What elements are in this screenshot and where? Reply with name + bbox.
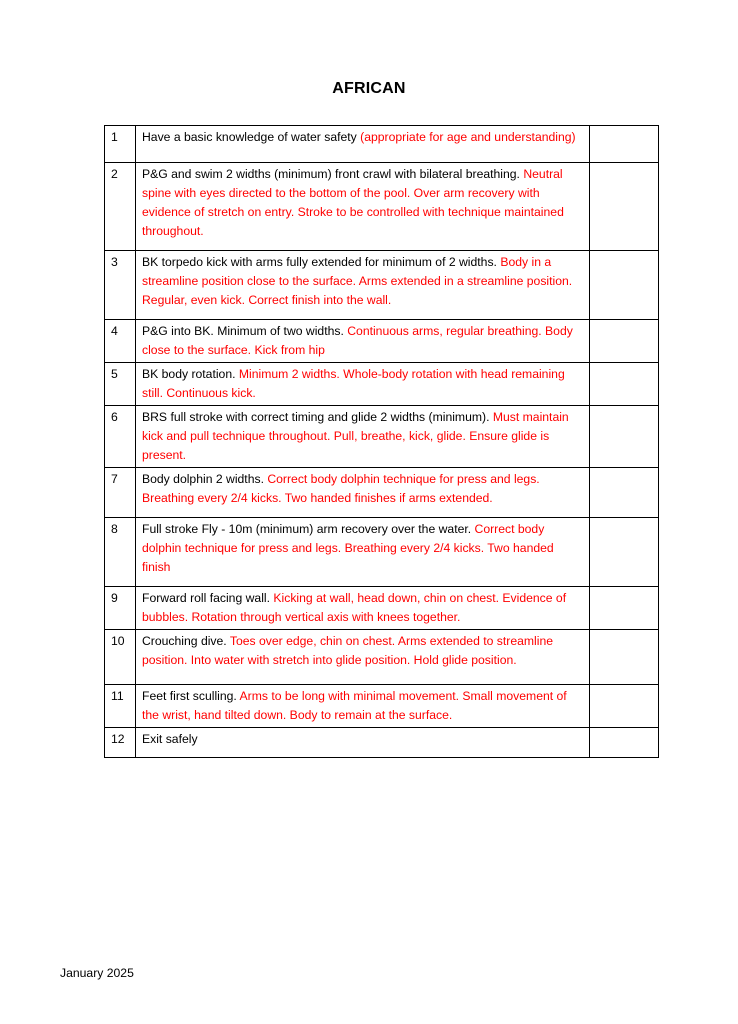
criterion-note: Must maintain kick and pull technique throughout. Pull, breathe, kick, glide. Ensure glide is present. (142, 410, 569, 462)
criterion-text: Full stroke Fly - 10m (minimum) arm recovery over the water. (142, 522, 475, 536)
criterion-text: Forward roll facing wall. (142, 591, 274, 605)
row-number: 2 (105, 163, 136, 251)
criterion-note: Body in a streamline position close to the surface. Arms extended in a streamline position. Regular, even kick. Correct finish into the wall. (142, 255, 573, 307)
row-checkbox-cell (590, 251, 659, 320)
table-row (105, 163, 659, 251)
criterion-note: Correct body dolphin technique for press and legs. Breathing every 2/4 kicks. Two handed finish (142, 522, 554, 574)
criterion-text: BRS full stroke with correct timing and glide 2 widths (minimum). (142, 410, 493, 424)
row-checkbox-cell (590, 406, 659, 468)
row-checkbox-cell (590, 163, 659, 251)
criterion-text: BK torpedo kick with arms fully extended for minimum of 2 widths. (142, 255, 501, 269)
criterion-note: Minimum 2 widths. Whole-body rotation with head remaining still. Continuous kick. (142, 367, 565, 400)
row-checkbox-cell (590, 320, 659, 363)
criterion-note: (appropriate for age and understanding) (360, 130, 576, 144)
row-description (136, 363, 590, 406)
table-row (105, 406, 659, 468)
criterion-text: P&G into BK. Minimum of two widths. (142, 324, 348, 338)
row-description (136, 518, 590, 587)
table-row (105, 363, 659, 406)
criterion-note: Arms to be long with minimal movement. Small movement of the wrist, hand tilted down. Body to remain at the surface. (142, 689, 567, 722)
table-row (105, 518, 659, 587)
criterion-note: Continuous arms, regular breathing. Body close to the surface. Kick from hip (142, 324, 573, 357)
table-row (105, 728, 659, 758)
criteria-table (104, 125, 659, 758)
criterion-note: Toes over edge, chin on chest. Arms extended to streamline position. Into water with stretch into glide position. Hold glide position. (142, 634, 554, 667)
table-row (105, 251, 659, 320)
row-number: 12 (105, 728, 136, 758)
row-number: 6 (105, 406, 136, 468)
table-row (105, 587, 659, 630)
criterion-text: Exit safely (142, 732, 198, 746)
row-checkbox-cell (590, 685, 659, 728)
row-description (136, 685, 590, 728)
criterion-text: Have a basic knowledge of water safety (142, 130, 361, 144)
row-description (136, 163, 590, 251)
row-description (136, 728, 590, 758)
row-checkbox-cell (590, 468, 659, 518)
row-description (136, 468, 590, 518)
row-description (136, 630, 590, 685)
page-title: AFRICAN (332, 80, 406, 97)
criterion-text: Crouching dive. (142, 634, 230, 648)
row-number: 5 (105, 363, 136, 406)
row-number: 11 (105, 685, 136, 728)
row-description (136, 320, 590, 363)
row-number: 7 (105, 468, 136, 518)
row-description (136, 126, 590, 163)
table-row (105, 468, 659, 518)
criterion-text: Body dolphin 2 widths. (142, 472, 268, 486)
row-number: 4 (105, 320, 136, 363)
criterion-text: Feet first sculling. (142, 689, 240, 703)
row-description (136, 406, 590, 468)
table-row (105, 126, 659, 163)
row-checkbox-cell (590, 518, 659, 587)
row-number: 10 (105, 630, 136, 685)
row-description (136, 587, 590, 630)
criterion-text: P&G and swim 2 widths (minimum) front crawl with bilateral breathing. (142, 167, 524, 181)
row-number: 1 (105, 126, 136, 163)
row-number: 8 (105, 518, 136, 587)
table-row (105, 685, 659, 728)
table-row (105, 630, 659, 685)
criterion-note: Neutral spine with eyes directed to the bottom of the pool. Over arm recovery with evidence of stretch on entry. Stroke to be controlled with technique maintained throughout. (142, 167, 564, 238)
row-description (136, 251, 590, 320)
footer-date: January 2025 (60, 966, 134, 980)
criterion-note: Kicking at wall, head down, chin on chest. Evidence of bubbles. Rotation through vertical axis with knees together. (142, 591, 567, 624)
row-checkbox-cell (590, 630, 659, 685)
criterion-text: BK body rotation. (142, 367, 239, 381)
criteria-table-body (105, 126, 659, 758)
row-checkbox-cell (590, 728, 659, 758)
criterion-note: Correct body dolphin technique for press and legs. Breathing every 2/4 kicks. Two handed finishes if arms extended. (142, 472, 540, 505)
row-number: 9 (105, 587, 136, 630)
table-row (105, 320, 659, 363)
row-number: 3 (105, 251, 136, 320)
row-checkbox-cell (590, 363, 659, 406)
row-checkbox-cell (590, 126, 659, 163)
row-checkbox-cell (590, 587, 659, 630)
